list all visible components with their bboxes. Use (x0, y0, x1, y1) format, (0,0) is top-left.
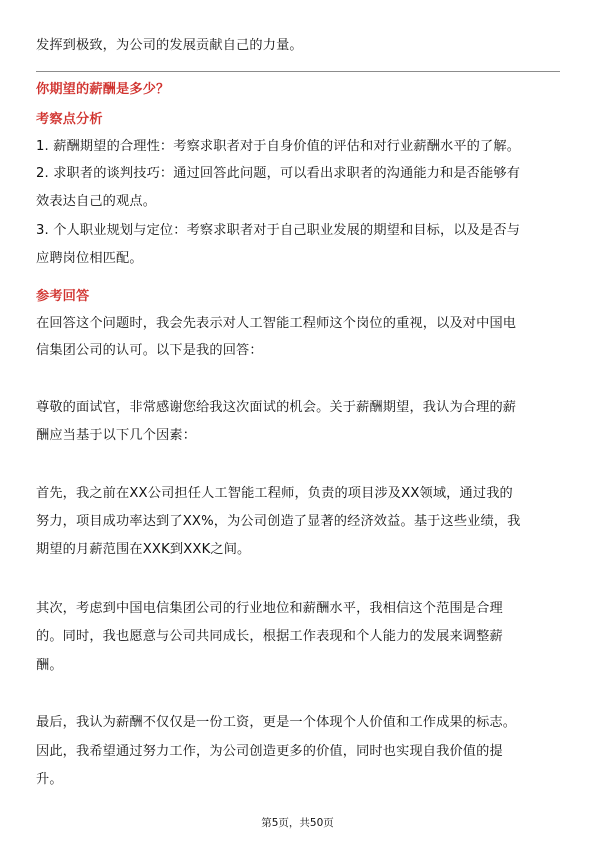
intro-tail-text: 发挥到极致，为公司的发展贡献自己的力量。 (36, 38, 303, 53)
page-number-footer: 第5页，共50页 (261, 817, 334, 829)
answer-line: 升。 (36, 772, 63, 787)
analysis-line: 3. 个人职业规划与定位：考察求职者对于自己职业发展的期望和目标，以及是否与 (36, 223, 521, 238)
answer-line: 因此，我希望通过努力工作，为公司创造更多的价值，同时也实现自我价值的提 (36, 744, 503, 759)
section-divider (36, 71, 560, 72)
answer-line: 在回答这个问题时，我会先表示对人工智能工程师这个岗位的重视，以及对中国电 (36, 316, 517, 331)
answer-line: 尊敬的面试官，非常感谢您给我这次面试的机会。关于薪酬期望，我认为合理的薪 (36, 400, 517, 415)
answer-line: 其次，考虑到中国电信集团公司的行业地位和薪酬水平，我相信这个范围是合理 (36, 601, 503, 616)
analysis-line: 1. 薪酬期望的合理性：考察求职者对于自身价值的评估和对行业薪酬水平的了解。 (36, 139, 521, 154)
answer-line: 期望的月薪范围在XXK到XXK之间。 (36, 542, 251, 557)
question-heading: 你期望的薪酬是多少？ (36, 82, 170, 97)
analysis-line: 效表达自己的观点。 (36, 194, 157, 209)
answer-line: 信集团公司的认可。以下是我的回答： (36, 343, 263, 358)
answer-line: 酬应当基于以下几个因素： (36, 428, 197, 443)
analysis-line: 应聘岗位相匹配。 (36, 251, 143, 266)
answer-line: 的。同时，我也愿意与公司共同成长，根据工作表现和个人能力的发展来调整薪 (36, 629, 503, 644)
answer-line: 努力，项目成功率达到了XX%，为公司创造了显著的经济效益。基于这些业绩，我 (36, 514, 521, 529)
answer-line: 酬。 (36, 658, 63, 673)
analysis-line: 2. 求职者的谈判技巧：通过回答此问题，可以看出求职者的沟通能力和是否能够有 (36, 166, 521, 181)
answer-line: 首先，我之前在XX公司担任人工智能工程师，负责的项目涉及XX领域，通过我的 (36, 486, 513, 501)
analysis-heading: 考察点分析 (36, 112, 103, 127)
answer-line: 最后，我认为薪酬不仅仅是一份工资，更是一个体现个人价值和工作成果的标志。 (36, 715, 517, 730)
answer-heading: 参考回答 (36, 289, 90, 304)
